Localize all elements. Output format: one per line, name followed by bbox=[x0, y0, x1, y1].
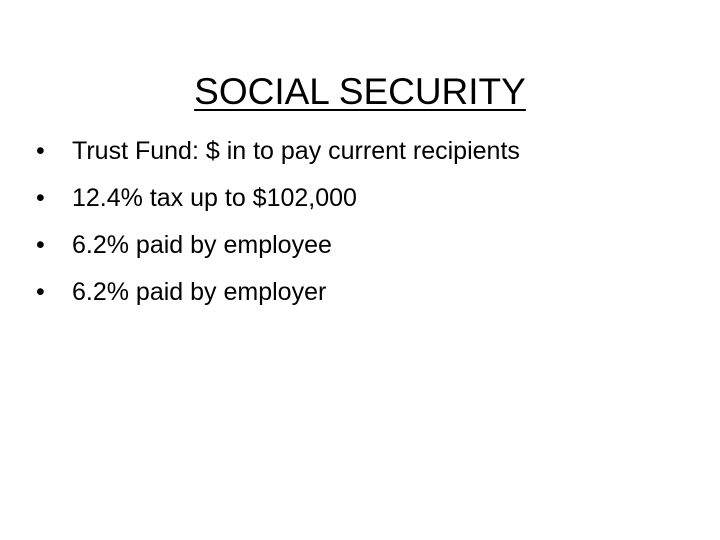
bullet-icon: • bbox=[36, 184, 45, 212]
bullet-text: 6.2% paid by employer bbox=[72, 278, 327, 306]
bullet-text: 12.4% tax up to $102,000 bbox=[72, 184, 357, 212]
bullet-item bbox=[36, 178, 520, 225]
bullet-text: 6.2% paid by employee bbox=[72, 231, 332, 259]
bullet-icon: • bbox=[36, 137, 45, 165]
slide-title bbox=[0, 69, 720, 115]
bullet-list bbox=[36, 131, 520, 319]
bullet-icon: • bbox=[36, 231, 45, 259]
bullet-item bbox=[36, 225, 520, 272]
slide-title-text: SOCIAL SECURITY bbox=[194, 70, 526, 112]
bullet-text: Trust Fund: $ in to pay current recipients bbox=[72, 137, 520, 165]
bullet-item bbox=[36, 131, 520, 178]
bullet-icon: • bbox=[36, 278, 45, 306]
bullet-item bbox=[36, 272, 520, 319]
